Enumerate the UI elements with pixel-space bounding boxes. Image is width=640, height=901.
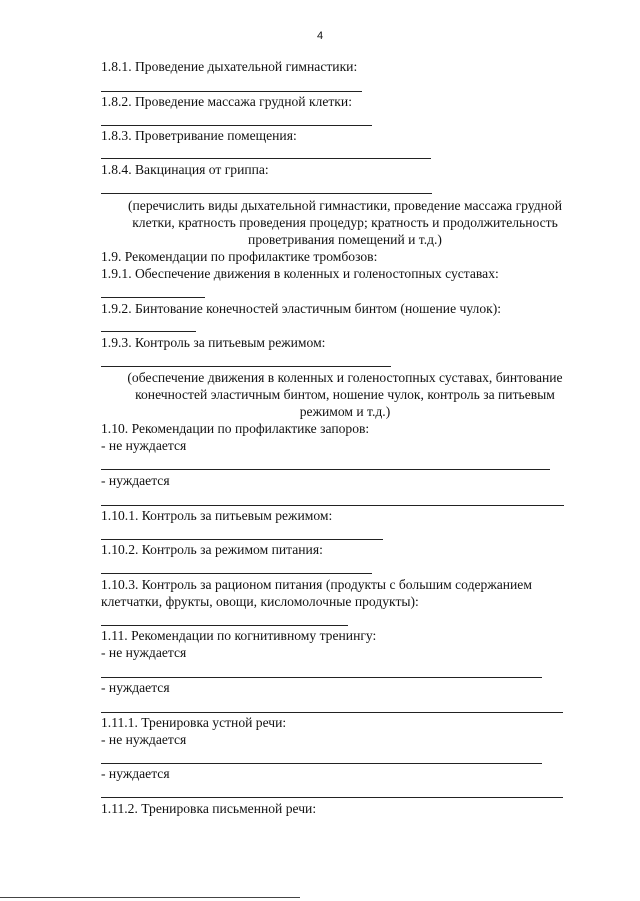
option-not-needed: - не нуждается <box>101 732 187 747</box>
note-line: режимом и т.д.) <box>299 404 391 419</box>
item-1-10-1: 1.10.1. Контроль за питьевым режимом: <box>101 508 333 523</box>
item-1-8-2: 1.8.2. Проведение массажа грудной клетки: <box>101 94 352 109</box>
option-needed: - нуждается <box>101 473 170 488</box>
answer-line <box>101 91 362 92</box>
note-line: конечностей эластичным бинтом, ношение чулок, контроль за питьевым <box>135 387 555 402</box>
item-1-10-3: 1.10.3. Контроль за рационом питания (продукты с большим содержанием <box>101 577 532 592</box>
item-1-11-2: 1.11.2. Тренировка письменной речи: <box>101 801 317 816</box>
answer-line <box>101 125 372 126</box>
item-1-9: 1.9. Рекомендации по профилактике тромбозов: <box>101 249 378 264</box>
note-line: проветривания помещений и т.д.) <box>248 232 442 247</box>
note-line: (перечислить виды дыхательной гимнастики, проведение массажа грудной <box>128 198 562 213</box>
answer-line <box>101 573 372 574</box>
item-1-8-3: 1.8.3. Проветривание помещения: <box>101 128 297 143</box>
item-1-11-1: 1.11.1. Тренировка устной речи: <box>101 715 287 730</box>
item-1-11: 1.11. Рекомендации по когнитивному тренингу: <box>101 628 377 643</box>
note-1-8 <box>101 197 589 248</box>
answer-line <box>101 331 196 332</box>
note-line: клетки, кратность проведения процедур; кратность и продолжительность <box>132 215 558 230</box>
page-edge-line <box>0 897 300 898</box>
option-needed: - нуждается <box>101 680 170 695</box>
option-needed: - нуждается <box>101 766 170 781</box>
answer-line <box>101 677 542 678</box>
answer-line <box>101 763 542 764</box>
note-1-9 <box>101 369 589 420</box>
option-not-needed: - не нуждается <box>101 645 187 660</box>
answer-line <box>101 193 432 194</box>
answer-line <box>101 469 550 470</box>
answer-line <box>101 625 348 626</box>
item-1-8-1: 1.8.1. Проведение дыхательной гимнастики: <box>101 59 358 74</box>
answer-line <box>101 297 205 298</box>
option-not-needed: - не нуждается <box>101 438 187 453</box>
item-1-10-3-cont: клетчатки, фрукты, овощи, кисломолочные продукты): <box>101 594 419 609</box>
item-1-9-2: 1.9.2. Бинтование конечностей эластичным бинтом (ношение чулок): <box>101 301 502 316</box>
answer-line <box>101 505 564 506</box>
item-1-10-2: 1.10.2. Контроль за режимом питания: <box>101 542 323 557</box>
answer-line <box>101 712 563 713</box>
note-line: (обеспечение движения в коленных и голеностопных суставах, бинтование <box>127 370 563 385</box>
page-number: 4 <box>316 30 324 42</box>
answer-line <box>101 797 563 798</box>
item-1-8-4: 1.8.4. Вакцинация от гриппа: <box>101 162 269 177</box>
item-1-9-1: 1.9.1. Обеспечение движения в коленных и голеностопных суставах: <box>101 266 499 281</box>
answer-line <box>101 158 431 159</box>
answer-line <box>101 366 391 367</box>
answer-line <box>101 539 383 540</box>
item-1-10: 1.10. Рекомендации по профилактике запоров: <box>101 421 370 436</box>
item-1-9-3: 1.9.3. Контроль за питьевым режимом: <box>101 335 326 350</box>
